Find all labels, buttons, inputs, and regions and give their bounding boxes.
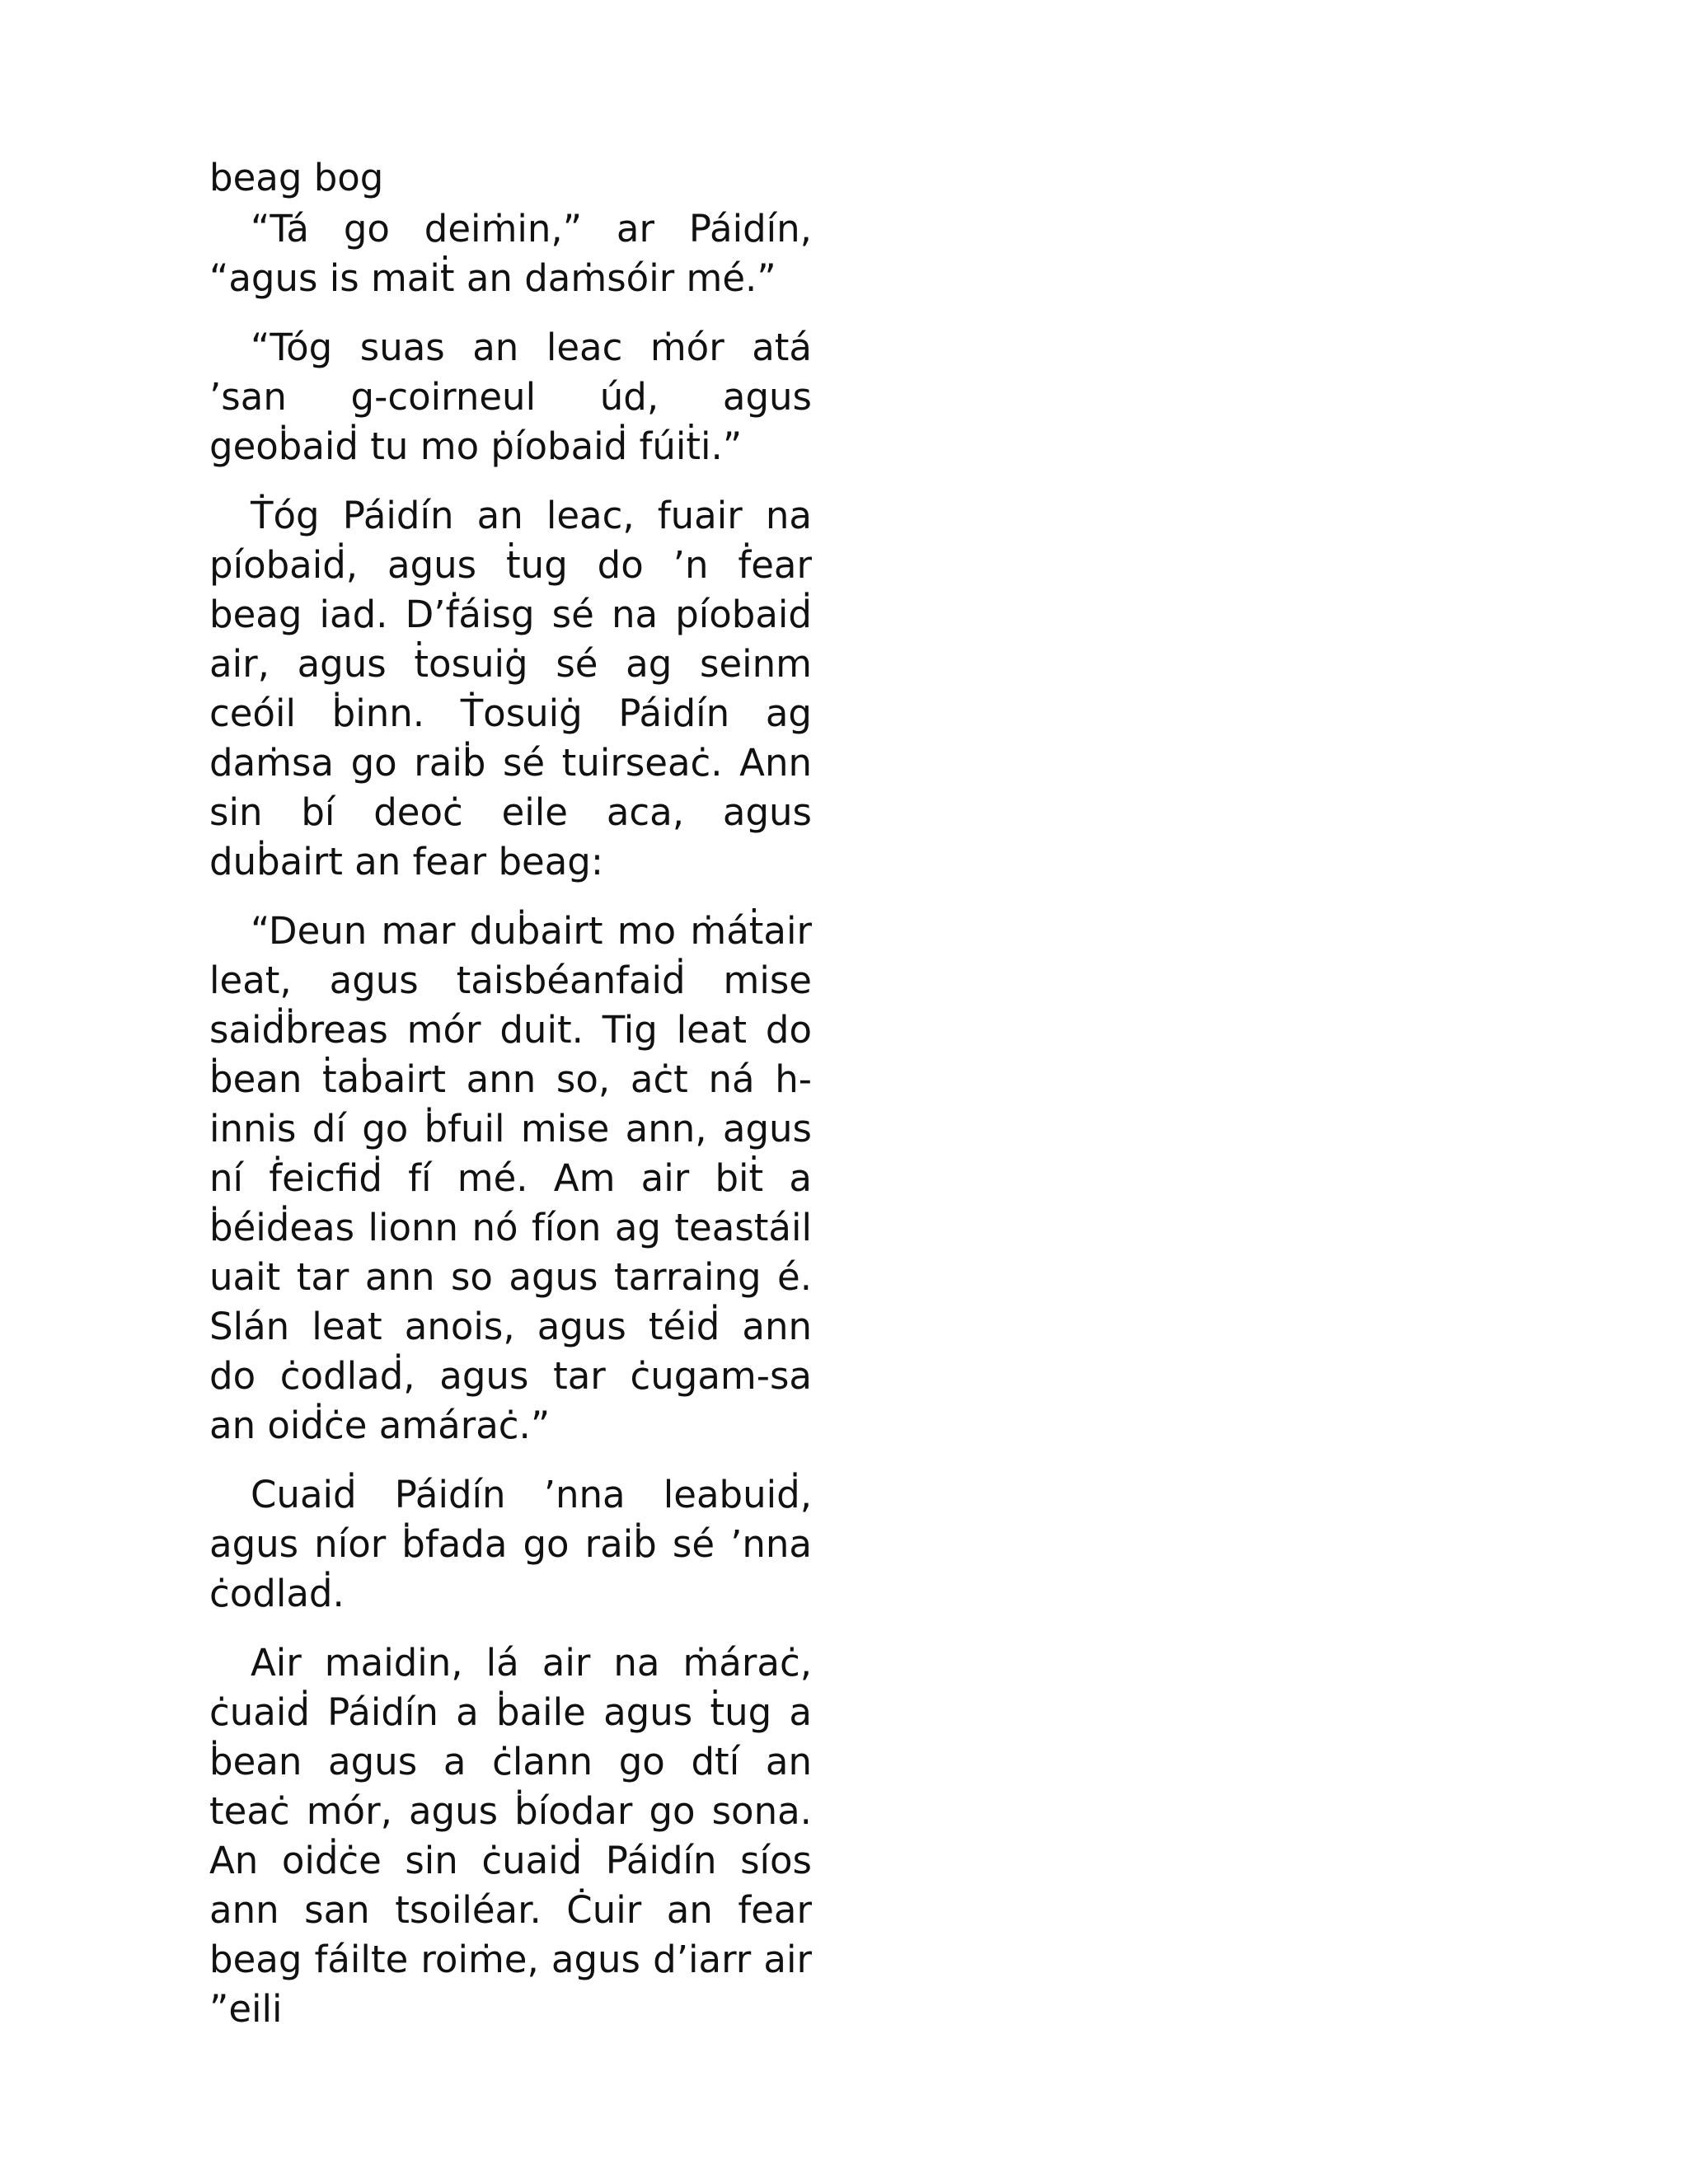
text-column	[209, 156, 812, 2031]
paragraph-4: “Deun mar duḃairt mo ṁáṫair leat, agus taisbéanfaiḋ mise saiḋḃreas mór duit. Tig leat do ḃean ṫaḃairt ann so, aċt ná h-innis dí go ḃfuil mise ann, agus ní ḟeicfiḋ fí mé. Am air biṫ a ḃéiḋeas lionn nó fíon ag teastáil uait tar ann so agus tarraing é. Slán leat anois, agus téiḋ ann do ċodlaḋ, agus tar ċugam-sa an oiḋċe amáraċ.”	[209, 909, 812, 1447]
cut-off-top-text: beag bog	[209, 156, 384, 199]
paragraph-3: Ṫóg Páidín an leac, fuair na píobaiḋ, agus ṫug do ’n ḟear beag iad. D’ḟáisg sé na píobaiḋ air, agus ṫosuiġ sé ag seinm ceóil ḃinn. Ṫosuiġ Páidín ag daṁsa go raiḃ sé tuirseaċ. Ann sin bí deoċ eile aca, agus duḃairt an fear beag:	[209, 494, 812, 883]
cut-off-top-line	[209, 156, 812, 204]
paragraph-6: Air maidin, lá air na ṁáraċ, ċuaiḋ Páidín a ḃaile agus ṫug a ḃean agus a ċlann go dtí an teaċ mór, agus ḃíodar go sona. An oiḋċe sin ċuaiḋ Páidín síos ann san tsoiléar. Ċuir an fear beag fáilte roiṁe, agus d’iarr air ”eili	[209, 1641, 812, 2031]
paragraph-2: “Tóg suas an leac ṁór atá ’san g-coirneul úd, agus geoḃaiḋ tu mo ṗíobaiḋ fúiṫi.”	[209, 326, 812, 468]
paragraph-5: Cuaiḋ Páidín ’nna leabuiḋ, agus níor ḃfada go raiḃ sé ’nna ċodlaḋ.	[209, 1473, 812, 1615]
paragraph-1: “Tá go deiṁin,” ar Páidín, “agus is maiṫ an daṁsóir mé.”	[209, 207, 812, 300]
